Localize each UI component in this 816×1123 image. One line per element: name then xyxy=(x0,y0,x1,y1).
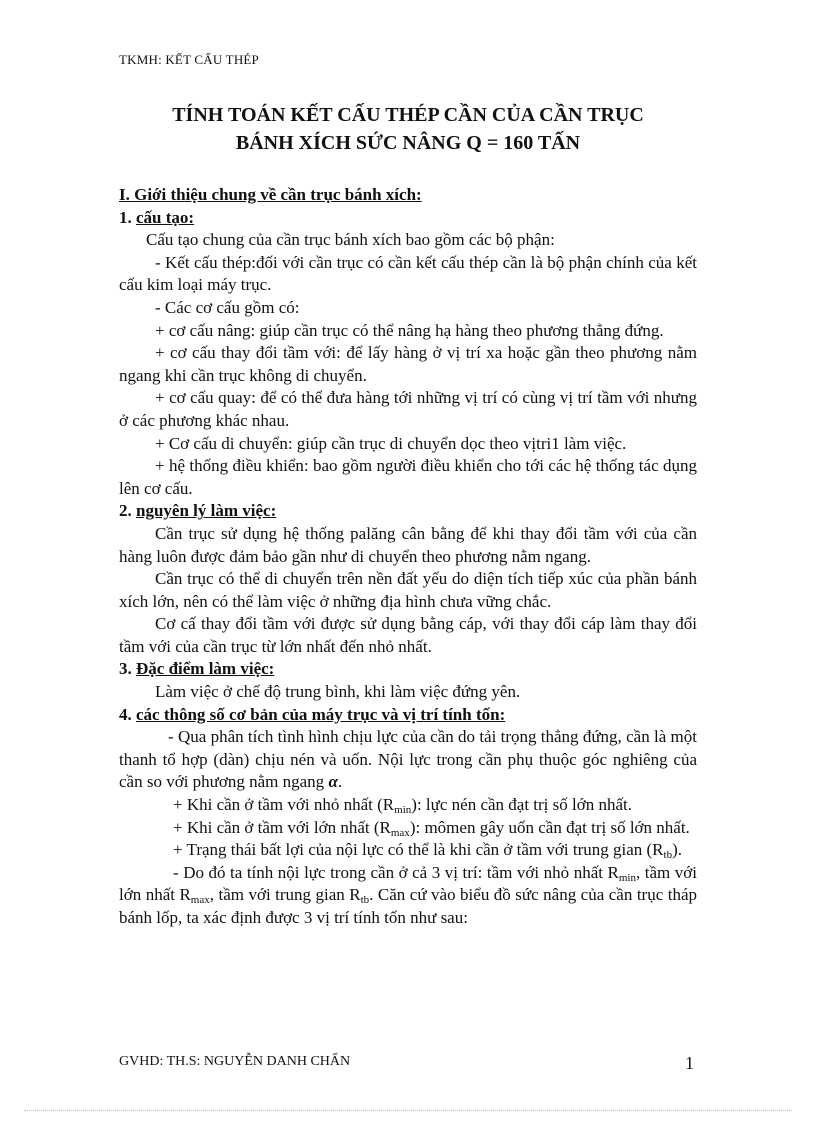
subscript: tb xyxy=(663,849,673,862)
page-number: 1 xyxy=(685,1053,694,1073)
subscript: max xyxy=(190,894,210,907)
subscript: tb xyxy=(360,894,370,907)
paragraph: + Cơ cấu di chuyển: giúp cần trục di chuyển dọc theo vịtri1 làm việc. xyxy=(155,433,627,453)
subsection-2-heading xyxy=(119,500,697,523)
paragraph-text: ). xyxy=(672,840,682,860)
document-title-line-1: TÍNH TOÁN KẾT CẤU THÉP CẦN CỦA CẦN TRỤC xyxy=(172,104,644,126)
subscript: max xyxy=(390,826,410,839)
subsection-1-number: 1. xyxy=(119,207,136,227)
document-body xyxy=(119,184,697,930)
document-title-line-2: BÁNH XÍCH SỨC NÂNG Q = 160 TẤN xyxy=(235,132,581,154)
paragraph: Cơ cấ thay đổi tầm với được sử dụng bằng cáp, với thay đổi cáp làm thay đổi tầm với của cần trục từ lớn nhất đến nhỏ nhất. xyxy=(119,614,697,656)
section-1-heading xyxy=(119,184,697,207)
paragraph: Cần trục sử dụng hệ thống palăng cân bằng để khi thay đổi tầm với của cần hàng luôn được đảm bảo gần như di chuyển theo phương nằm ngang. xyxy=(119,523,697,566)
subsection-3-number: 3. xyxy=(119,659,136,679)
paragraph-text: . xyxy=(337,772,343,792)
paragraph xyxy=(119,817,697,840)
alpha-symbol: α xyxy=(328,772,338,792)
paragraph xyxy=(119,794,697,817)
footer-supervisor: GVHD: TH.S: NGUYỄN DANH CHẤN xyxy=(119,1054,351,1069)
paragraph-text: + Khi cần ở tầm với nhỏ nhất (R xyxy=(173,795,395,815)
page-bottom-divider xyxy=(24,1110,792,1111)
subsection-3-title: Đặc điểm làm việc: xyxy=(136,659,275,679)
paragraph: + cơ cấu quay: để có thể đưa hàng tới những vị trí có cùng vị trí tầm với nhưng ở các phương khác nhau. xyxy=(119,388,697,430)
paragraph-text: + Trạng thái bất lợi của nội lực có thể là khi cần ở tầm với trung gian (R xyxy=(173,840,664,860)
subsection-2-number: 2. xyxy=(119,501,136,521)
subsection-1-title: cấu tạo: xyxy=(136,207,195,227)
paragraph: - Các cơ cấu gồm có: xyxy=(155,297,300,317)
paragraph-text: - Do đó ta tính nội lực trong cần ở cả 3 vị trí: tầm với nhỏ nhất R xyxy=(173,862,619,882)
paragraph-text: . Căn cứ vào biểu đồ sức nâng của cần trục tháp bánh lốp, ta xác định được 3 vị trí tính tốn như sau: xyxy=(119,885,698,927)
paragraph-text: ): lực nén cần đạt trị số lớn nhất. xyxy=(411,795,633,815)
subsection-4-title: các thông số cơ bản của máy trục và vị trí tính tốn: xyxy=(136,704,506,724)
paragraph: Cấu tạo chung của cần trục bánh xích bao gồm các bộ phận: xyxy=(146,230,555,250)
section-1-heading-text: I. Giới thiệu chung về cần trục bánh xích: xyxy=(119,185,422,204)
subsection-1-heading xyxy=(119,207,697,230)
paragraph: Làm việc ở chế độ trung bình, khi làm việc đứng yên. xyxy=(155,682,521,702)
paragraph: - Kết cấu thép:đối với cần trục có cần kết cấu thép cần là bộ phận chính của kết cấu kim loại máy trục. xyxy=(119,252,697,295)
paragraph xyxy=(119,839,697,862)
paragraph-text: , tầm với trung gian R xyxy=(209,885,361,905)
paragraph: + cơ cấu thay đổi tầm với: để lấy hàng ở vị trí xa hoặc gần theo phương nằm ngang khi cần trục không di chuyển. xyxy=(119,343,697,385)
paragraph xyxy=(119,862,697,930)
subsection-3-heading xyxy=(119,658,697,681)
running-header: TKMH: KẾT CẤU THÉP xyxy=(119,52,259,67)
paragraph: + cơ cấu nâng: giúp cần trục có thể nâng hạ hàng theo phương thẳng đứng. xyxy=(155,320,664,340)
subsection-4-heading xyxy=(119,704,697,727)
paragraph-text: , tầm với lớn nhất R xyxy=(119,862,697,905)
subsection-2-title: nguyên lý làm việc: xyxy=(136,501,277,521)
paragraph-text: ): mômen gây uốn cần đạt trị số lớn nhất. xyxy=(409,817,690,837)
paragraph xyxy=(119,726,697,794)
paragraph: Cần trục có thể di chuyển trên nền đất yếu do diện tích tiếp xúc của phần bánh xích lớn, nên có thể làm việc ở những địa hình chưa vững chắc. xyxy=(119,569,697,611)
subsection-4-number: 4. xyxy=(119,704,136,724)
paragraph: + hệ thống điều khiển: bao gồm người điều khiển cho tới các hệ thống tác dụng lên cơ cấu. xyxy=(119,456,697,498)
paragraph-text: + Khi cần ở tầm với lớn nhất (R xyxy=(173,817,391,837)
paragraph-text: - Qua phân tích tình hình chịu lực của cần do tải trọng thẳng đứng, cần là một thanh tổ hợp (dàn) chịu nén và uốn. Nội lực trong cần phụ thuộc góc nghiêng của cần so với phương nằm ngang xyxy=(119,727,697,792)
subscript: min xyxy=(618,871,636,884)
subscript: min xyxy=(394,804,412,817)
